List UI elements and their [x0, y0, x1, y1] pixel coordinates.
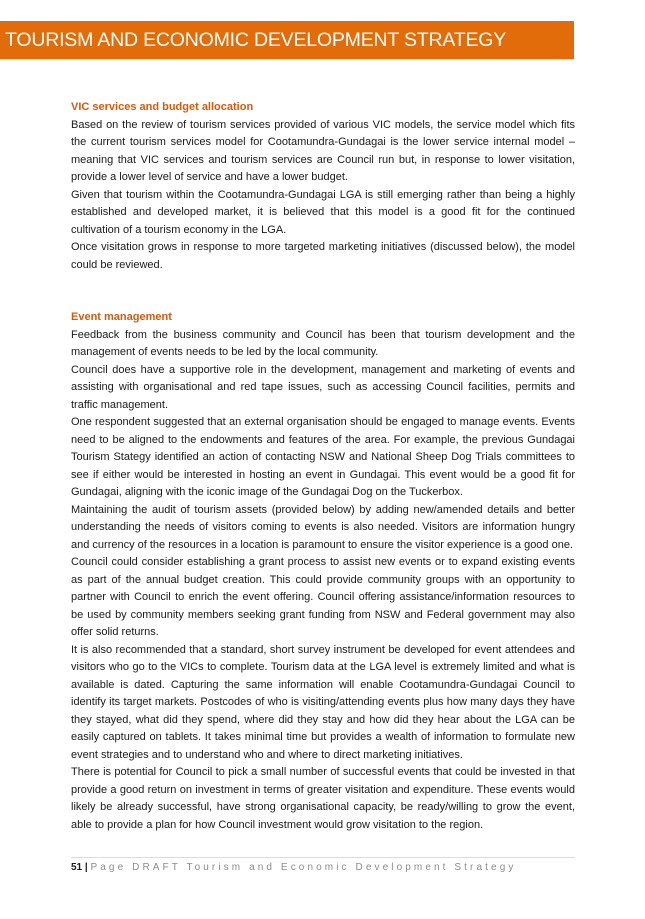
footer-separator: |: [84, 862, 88, 873]
page-header-banner: [0, 21, 574, 59]
section-heading-events: Event management: [71, 311, 172, 323]
paragraph: Council could consider establishing a grant process to assist new events or to expand existing events as part of the annual budget creation. This could provide community groups with an opportunity to partner with Council to enrich the event offering. Council offering assistance/information resources to be used by community members seeking grant funding from NSW and Federal government may also offer solid returns.: [71, 556, 575, 638]
section-event-management: [71, 309, 575, 834]
paragraph: Feedback from the business community and Council has been that tourism development and the management of events needs to be led by the local community.: [71, 328, 575, 358]
paragraph: Council does have a supportive role in the development, management and marketing of events and assisting with organisational and red tape issues, such as accessing Council facilities, permits and traffic management.: [71, 363, 575, 411]
paragraph: One respondent suggested that an external organisation should be engaged to manage events. Events need to be aligned to the endowments and features of the area. For example, the previous Gundagai Tourism Stategy identified an action of contacting NSW and National Sheep Dog Trials committees to see if either would be interested in hosting an event in Gundagai. This event would be a good fit for Gundagai, aligning with the iconic image of the Gundagai Dog on the Tuckerbox.: [71, 416, 575, 498]
footer-label: Page DRAFT Tourism and Economic Development Strategy: [90, 862, 517, 873]
document-title: TOURISM AND ECONOMIC DEVELOPMENT STRATEGY: [5, 29, 507, 51]
footer-divider: [71, 857, 575, 858]
paragraph: Once visitation grows in response to more targeted marketing initiatives (discussed below), the model could be reviewed.: [71, 241, 575, 271]
page-footer: [71, 861, 516, 875]
paragraph: Maintaining the audit of tourism assets (provided below) by adding new/amended details and better understanding the needs of visitors coming to events is also needed. Visitors are information hungry and currency of the resources in a location is paramount to ensure the visitor experience is a good one.: [71, 503, 575, 551]
section-vic-services: [71, 99, 575, 274]
paragraph: Based on the review of tourism services provided of various VIC models, the service model which fits the current tourism services model for Cootamundra-Gundagai is the lower service internal model – meaning that VIC services and tourism services are Council run but, in response to lower visitation, provide a lower level of service and have a lower budget.: [71, 118, 575, 183]
paragraph: There is potential for Council to pick a small number of successful events that could be invested in that provide a good return on investment in terms of greater visitation and expenditure. These events would likely be already successful, have strong organisational capacity, be ready/willing to grow the event, able to provide a plan for how Council investment would grow visitation to the region.: [71, 766, 575, 831]
page-number: 51: [71, 862, 83, 873]
section-spacer: [71, 274, 575, 309]
paragraph: It is also recommended that a standard, short survey instrument be developed for event attendees and visitors who go to the VICs to complete. Tourism data at the LGA level is extremely limited and what is available is dated. Capturing the same information will enable Cootamundra-Gundagai Council to identify its target markets. Postcodes of who is visiting/attending events plus how many days they have they stayed, what did they spend, where did they stay and how did they hear about the LGA can be easily captured on tablets. It takes minimal time but provides a wealth of information to formulate new event strategies and to understand who and where to direct marketing initiatives.: [71, 643, 575, 761]
page-content: [71, 99, 575, 834]
paragraph: Given that tourism within the Cootamundra-Gundagai LGA is still emerging rather than being a highly established and developed market, it is believed that this model is a good fit for the continued cultivation of a tourism economy in the LGA.: [71, 188, 575, 236]
section-heading-vic: VIC services and budget allocation: [71, 101, 254, 113]
